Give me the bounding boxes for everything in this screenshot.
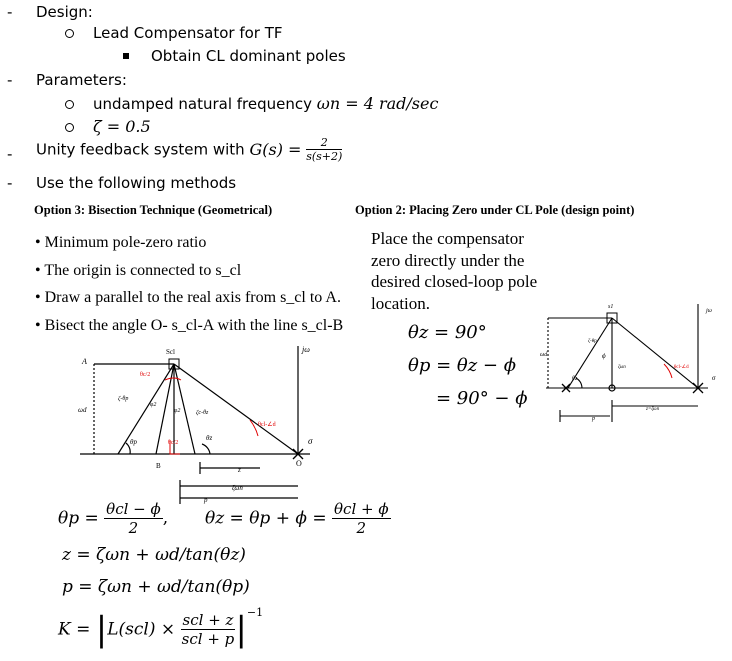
eq-theta-z: θz = 90° (408, 322, 487, 343)
option3-bullet: • Bisect the angle O- s_cl-A with the line s_cl-B (35, 316, 344, 334)
outline-zeta: ζ = 0.5 (93, 117, 151, 136)
paragraph-line: Place the compensator (371, 229, 524, 248)
option2-title: Option 2: Placing Zero under CL Pole (design point) (355, 203, 635, 217)
bullet-dash: - (7, 145, 13, 163)
circle-bullet (65, 100, 74, 109)
label-p: p (204, 496, 208, 504)
label-half-theta: θc/2 (140, 372, 151, 378)
formula-theta-z: θz = θp + ϕ = (204, 508, 327, 529)
bullet-dash: - (7, 71, 13, 89)
label-B: B (156, 462, 161, 470)
paragraph-line: desired closed-loop pole (371, 272, 538, 291)
circle-bullet (65, 29, 74, 38)
option3-bullet: • The origin is connected to s_cl (35, 261, 242, 279)
label-sigma: σ (308, 436, 313, 446)
outline-design: Design: (36, 3, 93, 21)
label-p: p (592, 416, 595, 422)
label-phi2b: φ2 (174, 408, 181, 414)
label-A: A (82, 357, 87, 366)
bullet-dash: - (7, 174, 13, 192)
formula-theta-p: θp = $\frac{\text{θcl − ϕ}}{2}$ , θz = θp + ϕ = $\frac{\text{θcl + ϕ}}{2}$ (58, 500, 389, 537)
outline-obtain-poles: Obtain CL dominant poles (151, 47, 346, 65)
label-phi2a: φ2 (150, 402, 157, 408)
label-theta-z: θz (572, 376, 578, 382)
label-zeta-wn: ζωn (232, 484, 243, 492)
eq-theta-p: θp = θz − ϕ (408, 355, 516, 376)
label-theta-cl: θcl-∠d (258, 422, 276, 428)
label-scl: Scl (166, 348, 175, 356)
zero-placement-diagram (538, 298, 724, 432)
line-to-origin (612, 318, 698, 388)
label-zeta-z: ζc-θz (196, 410, 209, 416)
formula-p: p = ζωn + ωd/tan(θp) (62, 577, 250, 597)
label-O: O (296, 459, 302, 468)
wn-math: ωn = 4 rad/sec (316, 94, 439, 113)
label-z: z (238, 466, 241, 474)
label-jw: jω (302, 345, 310, 354)
option3-bullet: • Minimum pole-zero ratio (35, 234, 207, 251)
square-bullet (123, 53, 129, 59)
label-wd: ωd (78, 406, 87, 414)
fraction: $\frac{\text{θcl + ϕ}}{2}$ (334, 500, 389, 537)
circle-bullet (65, 123, 74, 132)
label-zeta-p: ζ-θp (588, 339, 597, 344)
label-theta-p: θp (130, 438, 137, 446)
label-theta-cl: θcl-∠d (674, 365, 689, 370)
label-sigma: σ (712, 374, 716, 382)
label-scl: s1 (608, 304, 614, 310)
g-fraction: $\frac{2}{s(s+2)}$ (306, 136, 343, 163)
paragraph-line: location. (371, 293, 431, 313)
theta-z-arc (202, 444, 210, 454)
option3-title: Option 3: Bisection Technique (Geometrical) (34, 203, 273, 217)
eq-theta-p-value: = 90° − ϕ (436, 388, 528, 409)
option3-bullet: • Draw a parallel to the real axis from s_cl to A. (35, 289, 341, 306)
fraction: $\frac{\text{θcl − ϕ}}{2}$ (106, 500, 161, 537)
line-to-origin (174, 364, 298, 454)
label-phi: ϕ (602, 352, 606, 360)
paragraph-line: zero directly under the (371, 250, 525, 270)
outline-parameters: Parameters: (36, 71, 127, 89)
label-zeta-wn: z=ζωn (646, 407, 660, 412)
bisection-diagram (70, 340, 330, 510)
outline-unity-feedback: Unity feedback system with G(s) = $\frac{2}{s(s+2)}$ (36, 136, 343, 163)
label-wd: ωd (540, 352, 548, 358)
bullet-dash: - (7, 3, 13, 21)
label-theta-z: θz (206, 434, 213, 442)
half-theta-arc (165, 378, 181, 380)
option2-paragraph (371, 228, 537, 314)
label-zeta-p: ζ-θp (118, 396, 129, 402)
fraction: $\frac{\text{scl + z}}{\text{scl + p}}$ (181, 611, 235, 648)
formula-k: K = |L(scl) × $\frac{\text{scl + z}}{\text{scl + p}}$ $|^{-1}$ (58, 606, 264, 650)
formula-z: z = ζωn + ωd/tan(θz) (62, 545, 246, 565)
label-half-theta-b: θc/2 (168, 440, 179, 446)
outline-lead-compensator: Lead Compensator for TF (93, 24, 283, 42)
outline-use-methods: Use the following methods (36, 174, 237, 192)
label-jw: jω (706, 308, 712, 314)
outline-natural-frequency: undamped natural frequency ωn = 4 rad/sec (93, 94, 439, 113)
label-zeta-z: ζωn (618, 365, 626, 370)
option3-bullets (35, 229, 343, 339)
